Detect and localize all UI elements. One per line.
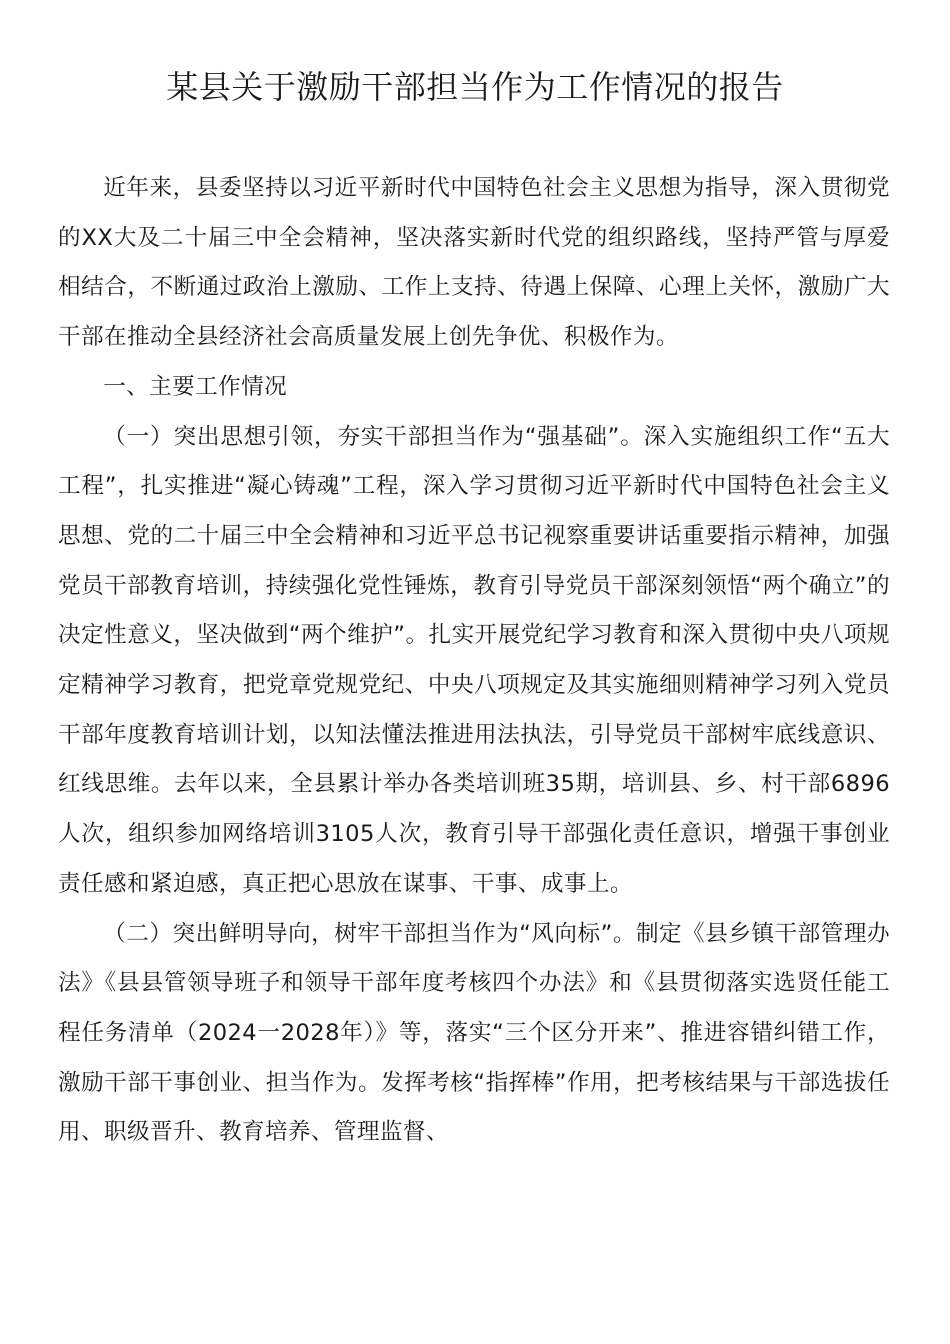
section-heading-main-work: 一、主要工作情况: [103, 373, 288, 400]
document-body: [58, 164, 890, 1158]
subsection-2-paragraph: （二）突出鲜明导向，树牢干部担当作为“风向标”。制定《县乡镇干部管理办法》《县县管领导班子和领导干部年度考核四个办法》和《县贯彻落实选贤任能工程任务清单（2024一2028年）》等，落实“三个区分开来”、推进容错纠错工作，激励干部干事创业、担当作为。发挥考核“指挥棒”作用，把考核结果与干部选拔任用、职级晋升、教育培养、管理监督、: [58, 920, 890, 1146]
subsection-1-paragraph: （一）突出思想引领，夯实干部担当作为“强基础”。深入实施组织工作“五大工程”，扎实推进“凝心铸魂”工程，深入学习贯彻习近平新时代中国特色社会主义思想、党的二十届三中全会精神和习近平总书记视察重要讲话重要指示精神，加强党员干部教育培训，持续强化党性锤炼，教育引导党员干部深刻领悟“两个确立”的决定性意义，坚决做到“两个维护”。扎实开展党纪学习教育和深入贯彻中央八项规定精神学习教育，把党章党规党纪、中央八项规定及其实施细则精神学习列入党员干部年度教育培训计划，以知法懂法推进用法执法，引导党员干部树牢底线意识、红线思维。去年以来，全县累计举办各类培训班35期，培训县、乡、村干部6896人次，组织参加网络培训3105人次，教育引导干部强化责任意识，增强干事创业责任感和紧迫感，真正把心思放在谋事、干事、成事上。: [58, 423, 890, 897]
intro-paragraph: 近年来，县委坚持以习近平新时代中国特色社会主义思想为指导，深入贯彻党的XX大及二十届三中全会精神，坚决落实新时代党的组织路线，坚持严管与厚爱相结合，不断通过政治上激励、工作上支持、待遇上保障、心理上关怀，激励广大干部在推动全县经济社会高质量发展上创先争优、积极作为。: [58, 175, 890, 351]
document-title: 某县关于激励干部担当作为工作情况的报告: [166, 68, 784, 106]
